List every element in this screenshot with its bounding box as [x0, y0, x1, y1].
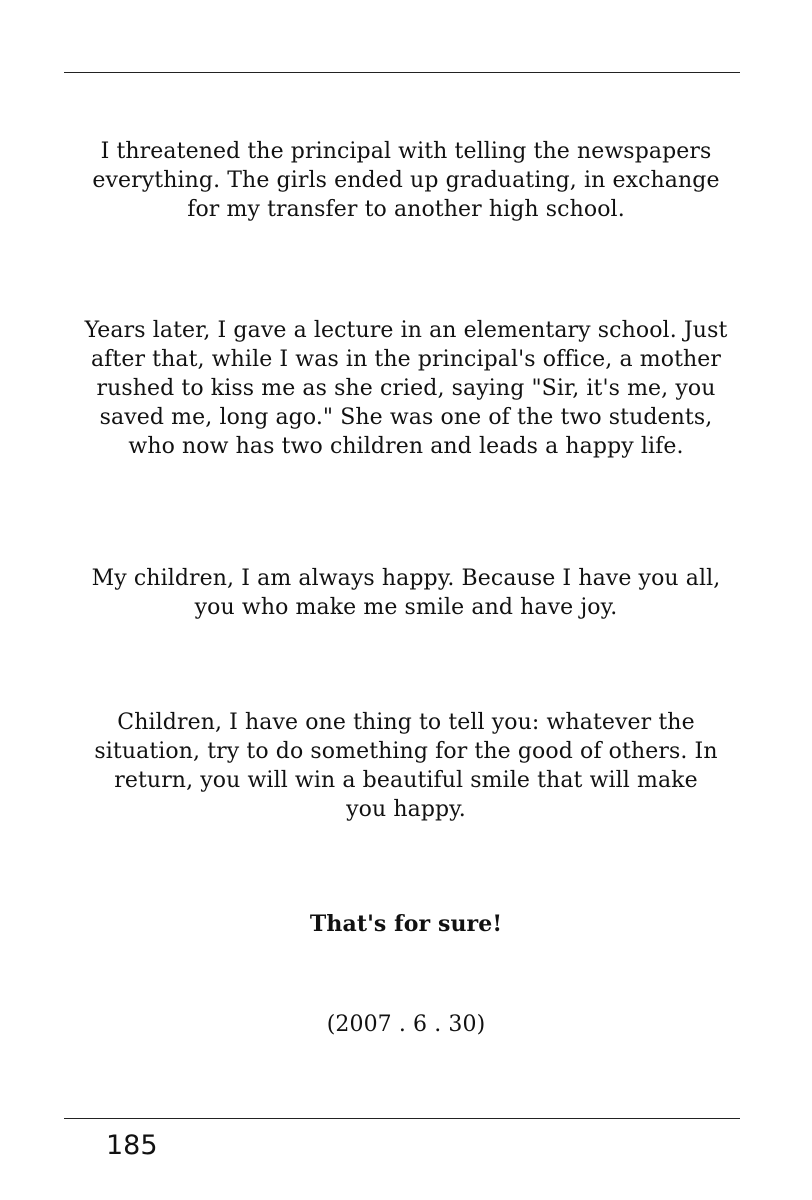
text-line: (2007 . 6 . 30) [326, 1012, 486, 1037]
paragraph-principal-threat [60, 137, 752, 224]
text-line: I threatened the principal with telling the newspapers [100, 139, 712, 164]
paragraph-my-children [60, 564, 752, 622]
text-line: situation, try to do something for the good of others. In [94, 739, 718, 764]
text-line: you happy. [346, 797, 466, 822]
text-line: My children, I am always happy. Because I have you all, [91, 566, 721, 591]
text-line: return, you will win a beautiful smile that will make [114, 768, 698, 793]
text-line: you who make me smile and have joy. [194, 595, 618, 620]
text-line: saved me, long ago." She was one of the two students, [99, 405, 713, 430]
text-line: That's for sure! [309, 911, 503, 937]
paragraph-one-thing [60, 708, 752, 824]
paragraph-years-later [60, 316, 752, 461]
text-line: after that, while I was in the principal's office, a mother [90, 347, 722, 372]
text-line: Children, I have one thing to tell you: whatever the [117, 710, 695, 735]
text-line: Years later, I gave a lecture in an elementary school. Just [84, 318, 728, 343]
text-line: for my transfer to another high school. [187, 197, 625, 222]
closing-emphasis [60, 910, 752, 939]
date-line [60, 1010, 752, 1039]
text-line: everything. The girls ended up graduating, in exchange [92, 168, 720, 193]
text-line: rushed to kiss me as she cried, saying "Sir, it's me, you [96, 376, 716, 401]
text-line: who now has two children and leads a happy life. [128, 434, 684, 459]
bottom-rule [64, 1118, 740, 1119]
top-rule [64, 72, 740, 73]
page-number: 185 [106, 1130, 158, 1161]
